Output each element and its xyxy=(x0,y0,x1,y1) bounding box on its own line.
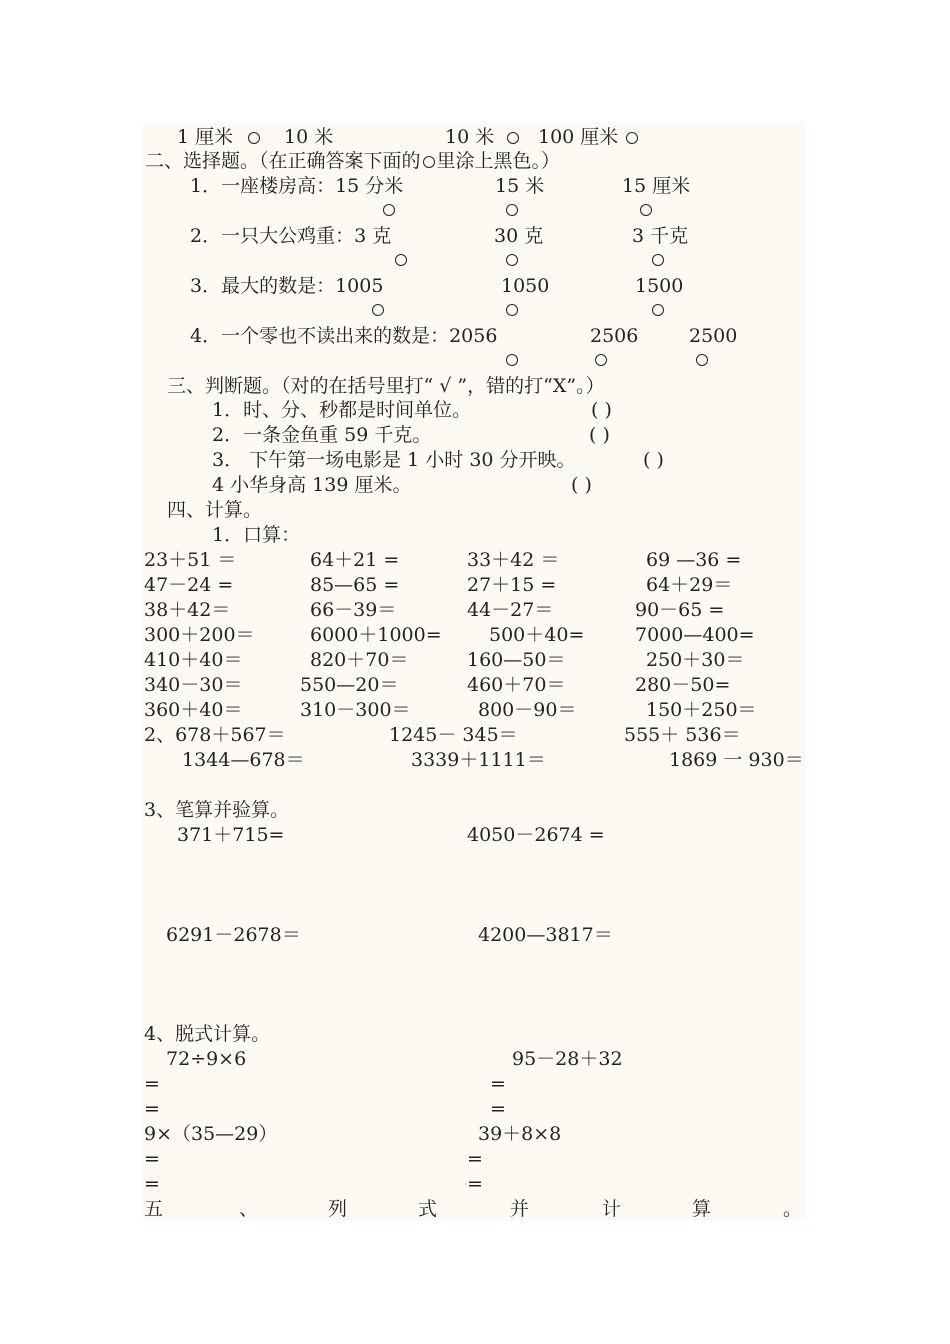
written-problem: 4050－2674 = xyxy=(467,824,605,846)
oral-problem: 150＋250＝ xyxy=(646,699,757,721)
oral-problem: 64＋21 = xyxy=(310,549,400,571)
section-heading: 三、判断题。（对的在括号里打“ √ ”，错的打“X”。） xyxy=(167,375,605,397)
sec5-char: 并 xyxy=(510,1198,530,1220)
written-problem: 6291－2678＝ xyxy=(166,924,301,946)
compare-circle-icon[interactable] xyxy=(626,132,638,144)
oral-problem: 550—20＝ xyxy=(300,674,399,696)
calc-problem: 1869 一 930＝ xyxy=(669,749,804,771)
judge-bracket[interactable]: ( ) xyxy=(643,449,664,471)
oral-problem: 340－30＝ xyxy=(144,674,243,696)
compare-a-left: 1 厘米 xyxy=(177,126,234,148)
oral-problem: 500＋40= xyxy=(489,624,585,646)
choice-q3-opt3: 1500 xyxy=(635,275,684,297)
answer-circle[interactable] xyxy=(372,304,384,316)
sec2-heading-post: 里涂上黑色。） xyxy=(436,150,561,172)
choice-q4-stem: 4．一个零也不读出来的数是：2056 xyxy=(190,325,498,347)
calc-problem: 2、678＋567＝ xyxy=(144,724,286,746)
oral-problem: 6000＋1000= xyxy=(310,624,442,646)
oral-problem: 800－90＝ xyxy=(478,699,577,721)
oral-problem: 300＋200＝ xyxy=(144,624,255,646)
equals-line: = xyxy=(467,1148,483,1170)
choice-q1-opt2: 15 米 xyxy=(495,175,545,197)
choice-q3-opt2: 1050 xyxy=(501,275,550,297)
sec5-char: 、 xyxy=(239,1198,259,1220)
stepwise-problem: 9×（35—29） xyxy=(144,1123,278,1145)
part4-title: 4、脱式计算。 xyxy=(144,1023,271,1045)
choice-q1-opt3: 15 厘米 xyxy=(622,175,691,197)
compare-a-right: 10 米 xyxy=(284,126,334,148)
sec5-char: 列 xyxy=(328,1198,348,1220)
oral-problem: 460＋70＝ xyxy=(467,674,566,696)
oral-problem: 23＋51 ＝ xyxy=(144,549,237,571)
answer-circle[interactable] xyxy=(506,204,518,216)
oral-problem: 85—65 = xyxy=(310,574,400,596)
oral-problem: 410＋40＝ xyxy=(144,649,243,671)
oral-problem: 64＋29＝ xyxy=(646,574,733,596)
part3-title: 3、笔算并验算。 xyxy=(144,799,290,821)
compare-b-left: 10 米 xyxy=(445,126,495,148)
oral-problem: 38＋42＝ xyxy=(144,599,231,621)
judge-item: 3． 下午第一场电影是 1 小时 30 分开映。 xyxy=(212,449,576,471)
circle-icon xyxy=(423,156,435,168)
calc-problem: 3339＋1111＝ xyxy=(411,749,546,771)
oral-problem: 280－50= xyxy=(635,674,731,696)
choice-q4-opt2: 2506 xyxy=(590,325,639,347)
oral-problem: 44－27＝ xyxy=(467,599,554,621)
section-heading: 四、计算。 xyxy=(167,499,263,521)
judge-item: 2．一条金鱼重 59 千克。 xyxy=(212,424,432,446)
oral-problem: 7000—400= xyxy=(635,624,755,646)
choice-q1-stem: 1．一座楼房高：15 分米 xyxy=(190,175,404,197)
answer-circle[interactable] xyxy=(506,304,518,316)
answer-circle[interactable] xyxy=(696,354,708,366)
calc-problem: 555＋ 536＝ xyxy=(624,724,741,746)
choice-q3-stem: 3．最大的数是：1005 xyxy=(190,275,384,297)
oral-problem: 47－24 = xyxy=(144,574,234,596)
oral-problem: 69 —36 = xyxy=(646,549,742,571)
oral-problem: 66－39＝ xyxy=(310,599,397,621)
sec5-char: 五 xyxy=(144,1198,164,1220)
oral-problem: 27＋15 = xyxy=(467,574,557,596)
equals-line: = xyxy=(144,1148,160,1170)
choice-q2-opt2: 30 克 xyxy=(494,225,544,247)
oral-title: 1．口算： xyxy=(212,524,301,546)
oral-problem: 33＋42 ＝ xyxy=(467,549,560,571)
answer-circle[interactable] xyxy=(595,354,607,366)
sec2-heading-pre: 二、选择题。（在正确答案下面的 xyxy=(145,150,421,172)
calc-problem: 1245－ 345＝ xyxy=(389,724,518,746)
choice-q2-opt3: 3 千克 xyxy=(632,225,689,247)
stepwise-problem: 39＋8×8 xyxy=(478,1123,562,1145)
equals-line: = xyxy=(144,1173,160,1195)
sec5-char: 式 xyxy=(418,1198,438,1220)
equals-line: = xyxy=(144,1098,160,1120)
stepwise-problem: 72÷9×6 xyxy=(166,1048,247,1070)
answer-circle[interactable] xyxy=(383,204,395,216)
worksheet-page xyxy=(143,122,805,1220)
sec5-char: 算 xyxy=(692,1198,712,1220)
answer-circle[interactable] xyxy=(506,354,518,366)
equals-line: = xyxy=(490,1098,506,1120)
judge-bracket[interactable]: ( ) xyxy=(591,399,612,421)
answer-circle[interactable] xyxy=(395,254,407,266)
judge-bracket[interactable]: ( ) xyxy=(571,474,592,496)
written-problem: 371＋715= xyxy=(177,824,285,846)
answer-circle[interactable] xyxy=(640,204,652,216)
oral-problem: 90－65 = xyxy=(635,599,725,621)
written-problem: 4200—3817＝ xyxy=(478,924,613,946)
equals-line: = xyxy=(144,1073,160,1095)
compare-b-right: 100 厘米 xyxy=(538,126,619,148)
equals-line: = xyxy=(467,1173,483,1195)
choice-q4-opt3: 2500 xyxy=(689,325,738,347)
compare-circle-icon[interactable] xyxy=(507,132,519,144)
section-heading xyxy=(145,150,560,172)
judge-item: 1．时、分、秒都是时间单位。 xyxy=(212,399,472,421)
oral-problem: 360＋40＝ xyxy=(144,699,243,721)
answer-circle[interactable] xyxy=(506,254,518,266)
answer-circle[interactable] xyxy=(652,304,664,316)
sec5-char: 。 xyxy=(783,1198,803,1220)
oral-problem: 310－300＝ xyxy=(300,699,411,721)
choice-q2-stem: 2．一只大公鸡重：3 克 xyxy=(190,225,392,247)
compare-circle-icon[interactable] xyxy=(248,132,260,144)
judge-item: 4 小华身高 139 厘米。 xyxy=(212,474,412,496)
equals-line: = xyxy=(490,1073,506,1095)
judge-bracket[interactable]: ( ) xyxy=(589,424,610,446)
oral-problem: 250＋30＝ xyxy=(646,649,745,671)
answer-circle[interactable] xyxy=(652,254,664,266)
oral-problem: 160—50＝ xyxy=(467,649,566,671)
calc-problem: 1344—678＝ xyxy=(182,749,305,771)
oral-problem: 820＋70＝ xyxy=(310,649,409,671)
stepwise-problem: 95－28＋32 xyxy=(512,1048,623,1070)
sec5-char: 计 xyxy=(602,1198,622,1220)
